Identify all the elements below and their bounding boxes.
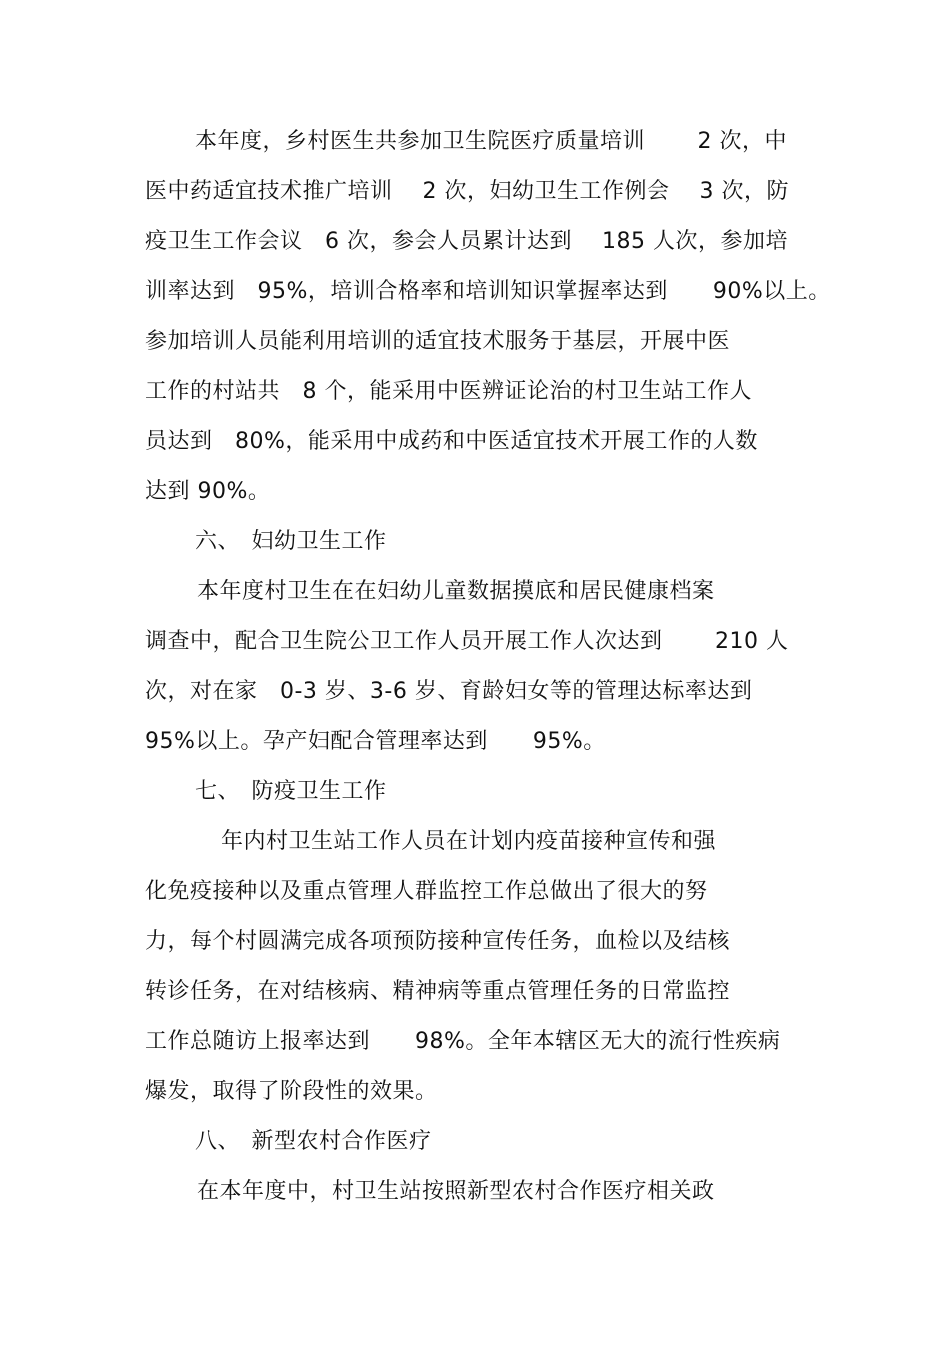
paragraph-line: 95%以上。孕产妇配合管理率达到 95%。	[145, 729, 606, 754]
paragraph-line: 达到 90%。	[145, 479, 271, 504]
paragraph-line: 爆发，取得了阶段性的效果。	[145, 1079, 438, 1104]
paragraph-line: 医中药适宜技术推广培训 2 次，妇幼卫生工作例会 3 次，防	[145, 179, 789, 204]
paragraph-line: 化免疫接种以及重点管理人群监控工作总做出了很大的努	[145, 879, 708, 904]
paragraph-line: 在本年度中，村卫生站按照新型农村合作医疗相关政	[197, 1179, 715, 1204]
paragraph-line: 本年度，乡村医生共参加卫生院医疗质量培训 2 次，中	[195, 129, 787, 154]
section-heading: 八、 新型农村合作医疗	[195, 1129, 432, 1154]
paragraph-line: 次，对在家 0-3 岁、3-6 岁、育龄妇女等的管理达标率达到	[145, 679, 753, 704]
paragraph-line: 疫卫生工作会议 6 次，参会人员累计达到 185 人次，参加培	[145, 229, 788, 254]
section-heading: 七、 防疫卫生工作	[195, 779, 387, 804]
paragraph-line: 工作总随访上报率达到 98%。全年本辖区无大的流行性疾病	[145, 1029, 781, 1054]
paragraph-line: 参加培训人员能利用培训的适宜技术服务于基层，开展中医	[145, 329, 731, 354]
paragraph-line: 工作的村站共 8 个，能采用中医辨证论治的村卫生站工作人	[145, 379, 752, 404]
paragraph-line: 训率达到 95%，培训合格率和培训知识掌握率达到 90%以上。	[145, 279, 831, 304]
paragraph-line: 调查中，配合卫生院公卫工作人员开展工作人次达到 210 人	[145, 629, 789, 654]
paragraph-line: 年内村卫生站工作人员在计划内疫苗接种宣传和强	[221, 829, 717, 854]
paragraph-line: 转诊任务，在对结核病、精神病等重点管理任务的日常监控	[145, 979, 731, 1004]
section-heading: 六、 妇幼卫生工作	[195, 529, 387, 554]
paragraph-line: 员达到 80%，能采用中成药和中医适宜技术开展工作的人数	[145, 429, 758, 454]
paragraph-line: 力，每个村圆满完成各项预防接种宣传任务，血检以及结核	[145, 929, 731, 954]
paragraph-line: 本年度村卫生在在妇幼儿童数据摸底和居民健康档案	[197, 579, 715, 604]
